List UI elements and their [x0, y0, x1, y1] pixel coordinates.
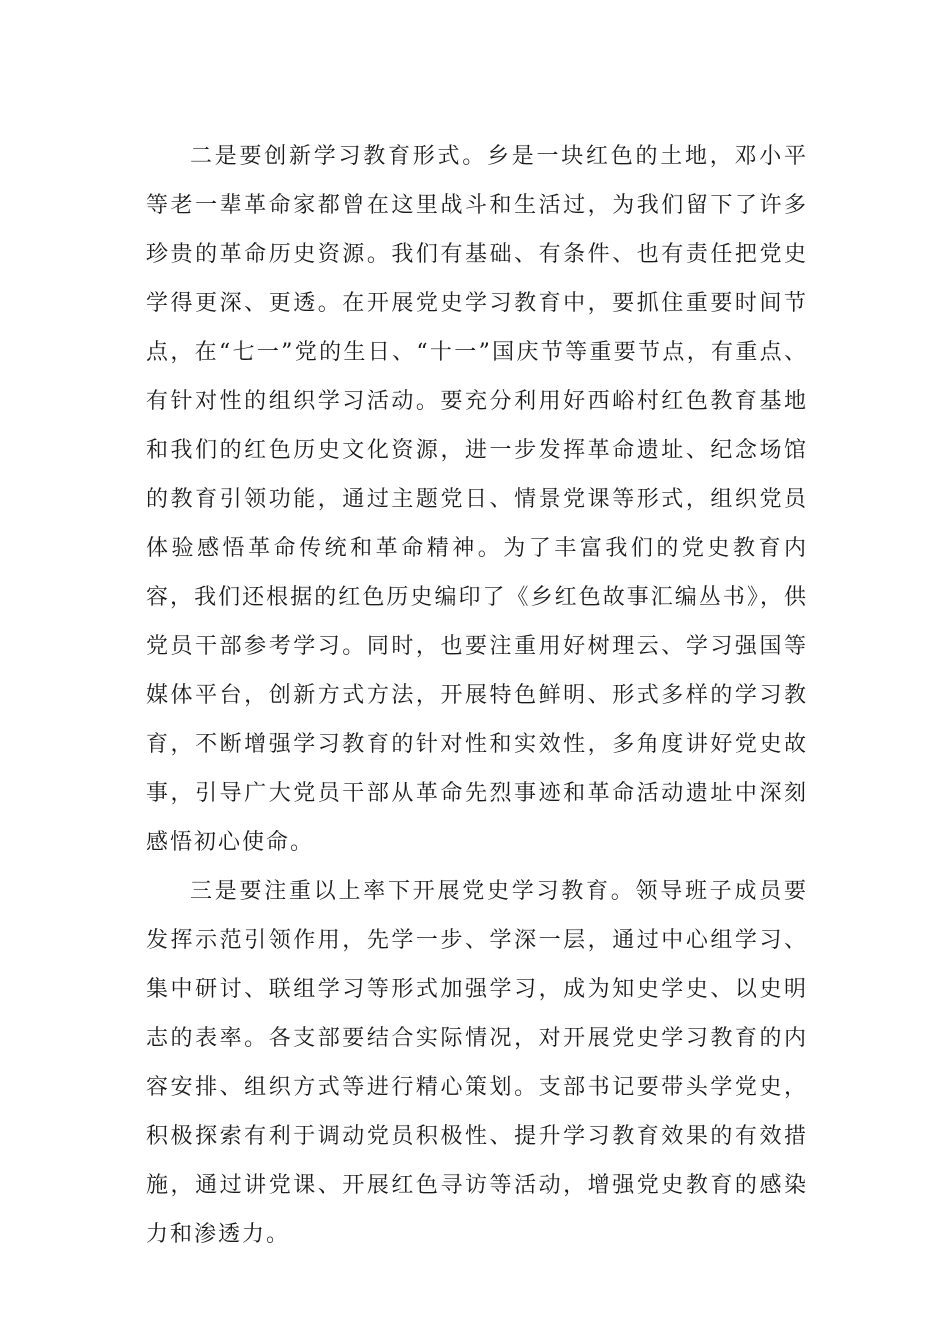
paragraph-innovate-study-forms: 二是要创新学习教育形式。乡是一块红色的土地，邓小平等老一辈革命家都曾在这里战斗和生活过，为我们留下了许多珍贵的革命历史资源。我们有基础、有条件、也有责任把党史学得更深、更透。在开展党史学习教育中，要抓住重要时间节点，在“七一”党的生日、“十一”国庆节等重要节点，有重点、有针对性的组织学习活动。要充分利用好西峪村红色教育基地和我们的红色历史文化资源，进一步发挥革命遗址、纪念场馆的教育引领功能，通过主题党日、情景党课等形式，组织党员体验感悟革命传统和革命精神。为了丰富我们的党史教育内容，我们还根据的红色历史编印了《乡红色故事汇编丛书》，供党员干部参考学习。同时，也要注重用好树理云、学习强国等媒体平台，创新方式方法，开展特色鲜明、形式多样的学习教育，不断增强学习教育的针对性和实效性，多角度讲好党史故事，引导广大党员干部从革命先烈事迹和革命活动遗址中深刻感悟初心使命。 — [146, 144, 808, 855]
paragraph-lead-by-example: 三是要注重以上率下开展党史学习教育。领导班子成员要发挥示范引领作用，先学一步、学深一层，通过中心组学习、集中研讨、联组学习等形式加强学习，成为知史学史、以史明志的表率。各支部要结合实际情况，对开展党史学习教育的内容安排、组织方式等进行精心策划。支部书记要带头学党史，积极探索有利于调动党员积极性、提升学习教育效果的有效措施，通过讲党课、开展红色寻访等活动，增强党史教育的感染力和渗透力。 — [146, 879, 808, 1247]
document-body — [146, 132, 808, 1259]
